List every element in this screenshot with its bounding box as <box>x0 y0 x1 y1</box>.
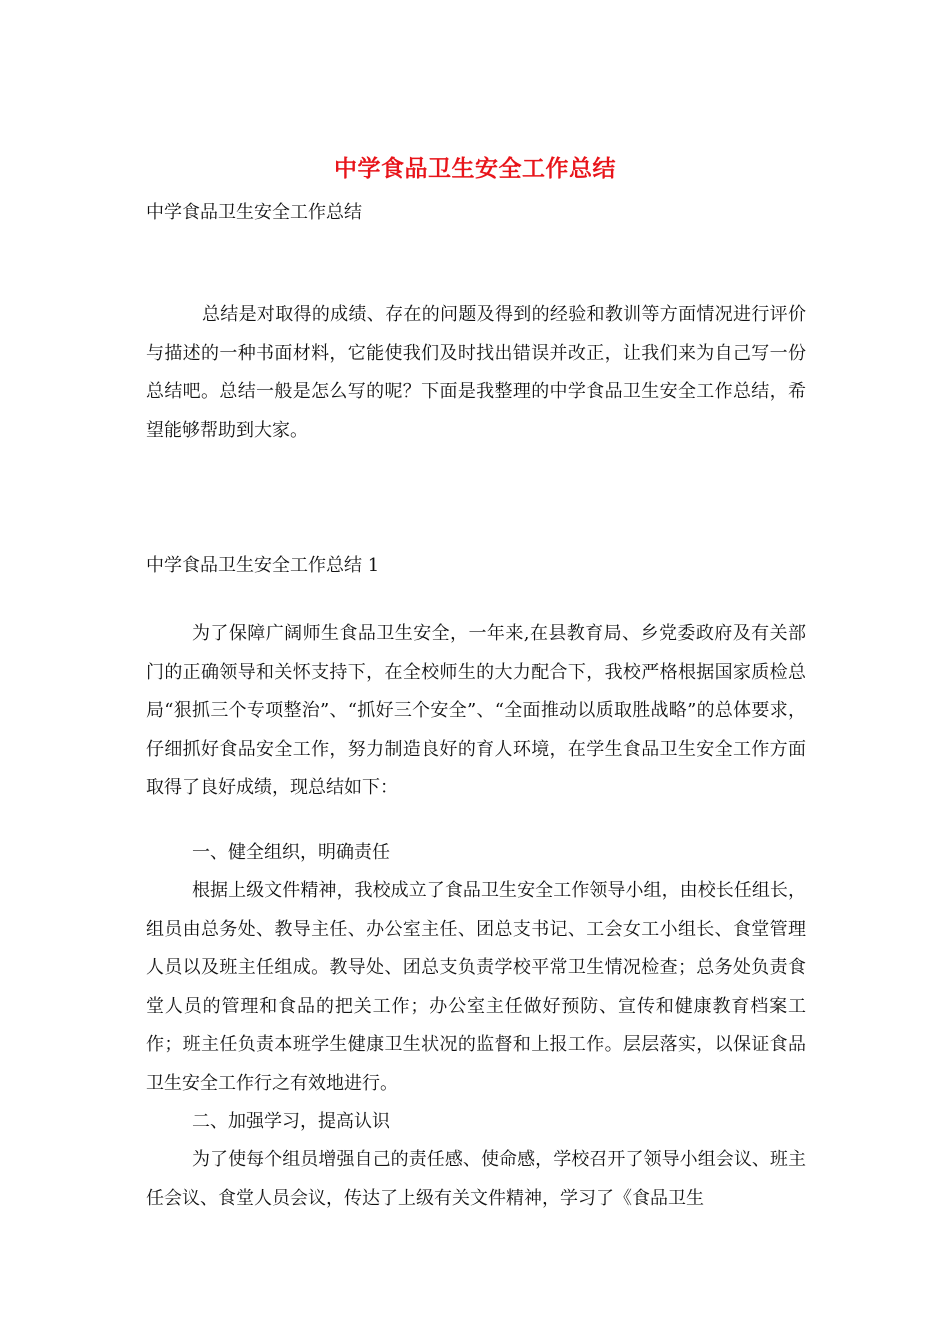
heading-1: 一、健全组织，明确责任 <box>192 842 390 863</box>
paragraph-2: 根据上级文件精神，我校成立了食品卫生安全工作领导小组，由校长任组长，组员由总务处、教导主任、办公室主任、团总支书记、工会女工小组长、食堂管理人员以及班主任组成。教导处、团总支负责学校平常卫生情况检查；总务处负责食堂人员的管理和食品的把关工作；办公室主任做好预防、宣传和健康教育档案工作；班主任负责本班学生健康卫生状况的监督和上报工作。层层落实，以保证食品卫生安全工作行之有效地进行。 <box>146 880 806 1094</box>
heading-2: 二、加强学习，提高认识 <box>192 1111 390 1132</box>
document-subtitle: 中学食品卫生安全工作总结 <box>146 202 362 223</box>
paragraph-3: 为了使每个组员增强自己的责任感、使命感，学校召开了领导小组会议、班主任会议、食堂人员会议，传达了上级有关文件精神，学习了《食品卫生 <box>146 1149 806 1209</box>
paragraph-1: 为了保障广阔师生食品卫生安全，一年来,在县教育局、乡党委政府及有关部门的正确领导和关怀支持下，在全校师生的大力配合下，我校严格根据国家质检总局“狠抓三个专项整治”、“抓好三个安全”、“全面推动以质取胜战略”的总体要求，仔细抓好食品安全工作，努力制造良好的育人环境，在学生食品卫生安全工作方面取得了良好成绩，现总结如下： <box>146 623 806 798</box>
intro-paragraph: 总结是对取得的成绩、存在的问题及得到的经验和教训等方面情况进行评价与描述的一种书面材料，它能使我们及时找出错误并改正，让我们来为自己写一份总结吧。总结一般是怎么写的呢？下面是我整理的中学食品卫生安全工作总结，希望能够帮助到大家。 <box>146 304 806 441</box>
section-heading: 中学食品卫生安全工作总结 1 <box>146 555 380 576</box>
document-title: 中学食品卫生安全工作总结 <box>334 155 616 182</box>
